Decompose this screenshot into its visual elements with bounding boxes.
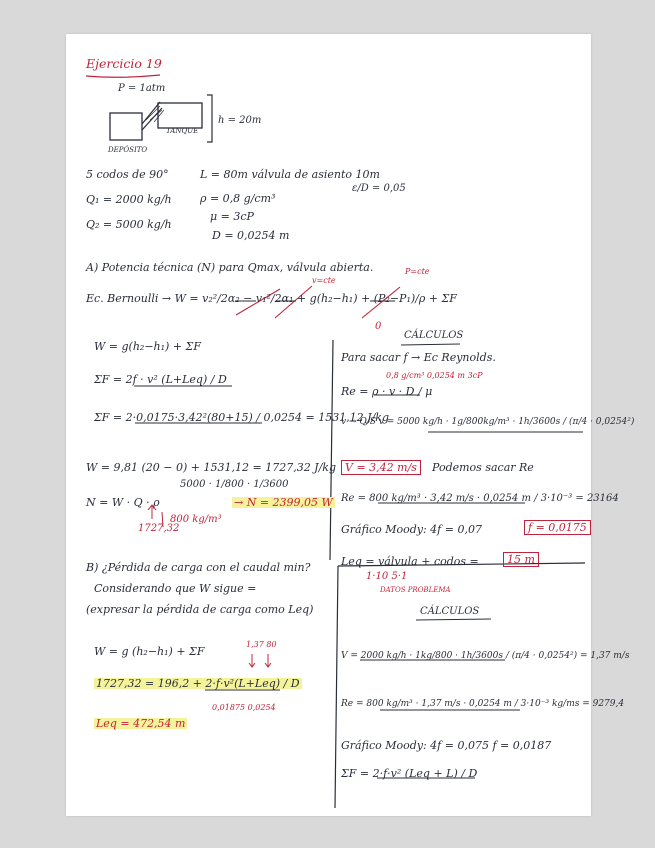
flow-conversion: 5000 · 1/800 · 1/3600 — [180, 479, 289, 490]
data-length: L = 80m válvula de asiento 10m — [200, 168, 380, 181]
reynolds-calc-a: Re = 800 kg/m³ · 3,42 m/s · 0,0254 m / 3·10⁻³ = 23164 — [341, 493, 619, 504]
data-diameter: D = 0,0254 m — [212, 229, 290, 242]
diagram-height: h = 20m — [218, 115, 262, 126]
sf-formula: ΣF = 2f · v² (L+Leq) / D — [94, 373, 227, 386]
p-const-note: P=cte — [405, 267, 430, 276]
velocity-note: Podemos sacar Re — [432, 461, 534, 474]
sf-formula-b: ΣF = 2·f·v² (Leq + L) / D — [341, 767, 478, 780]
w-calculation: W = 9,81 (20 − 0) + 1531,12 = 1727,32 J/kg — [86, 461, 337, 474]
reynolds-units: 0,8 g/cm³ 0,0254 m 3cP — [386, 371, 483, 380]
velocity-calc-b: V = 2000 kg/h · 1kg/800 · 1h/3600s / (π/4 · 0,0254²) = 1,37 m/s — [341, 651, 630, 661]
data-viscosity: μ = 3cP — [210, 210, 254, 223]
leq-result-b: Leq = 472,54 m — [96, 717, 186, 730]
part-b-heading: B) ¿Pérdida de carga con el caudal min? — [86, 561, 311, 574]
velocity-formula-a: v → Q/S v = 5000 kg/h · 1g/800kg/m³ · 1h/3600s / (π/4 · 0,0254²) — [341, 417, 635, 427]
leq-equation: Leq = válvula + codos = — [341, 555, 479, 568]
annotation-bottom: 0,01875 0,0254 — [212, 703, 276, 712]
moody-a: Gráfico Moody: 4f = 0,07 — [341, 523, 482, 536]
leq-result-a: 15 m — [503, 552, 539, 567]
part-a-heading: A) Potencia técnica (N) para Qmax, válvula abierta. — [86, 261, 374, 274]
friction-result-a: f = 0,0175 — [524, 520, 591, 535]
sf-calculation: ΣF = 2·0,0175·3,42²(80+15) / 0,0254 = 1531,12 J/kg — [94, 411, 390, 424]
diagram-reservoir-label: DEPÓSITO — [108, 146, 148, 154]
data-elbows: 5 codos de 90° — [86, 168, 169, 181]
reynolds-formula: Re = ρ · v · D / μ — [341, 385, 433, 398]
annotation-top: 1,37 80 — [246, 640, 277, 649]
velocity-result-a: V = 3,42 m/s — [341, 460, 421, 475]
calc-heading-a: CÁLCULOS — [404, 330, 464, 341]
n-formula: N = W · Q · ρ — [86, 496, 160, 509]
calc-reynolds-intro: Para sacar f → Ec Reynolds. — [341, 351, 496, 364]
calc-heading-b: CÁLCULOS — [420, 606, 480, 617]
density-value-note: 800 kg/m³ — [170, 514, 222, 525]
substituted-equation: 1727,32 = 196,2 + 2·f·v²(L+Leq) / D — [96, 677, 300, 690]
zero-note: 0 — [375, 321, 382, 332]
bernoulli-equation: Ec. Bernoulli → W = v₂²/2α₂ − v₁²/2α₁ + g(h₂−h₁) + (P₂−P₁)/ρ + ΣF — [86, 292, 457, 305]
data-q1: Q₁ = 2000 kg/h — [86, 193, 172, 206]
diagram-tank-label: TANQUE — [166, 127, 199, 135]
reynolds-calc-b: Re = 800 kg/m³ · 1,37 m/s · 0,0254 m / 3·10⁻³ kg/ms = 9279,4 — [341, 699, 625, 709]
w-equation: W = g(h₂−h₁) + ΣF — [94, 340, 201, 353]
power-result: → N = 2399,05 W — [234, 496, 333, 509]
part-b-line2: Considerando que W sigue = — [94, 582, 257, 595]
v-const-note: v=cte — [312, 276, 336, 285]
data-q2: Q₂ = 5000 kg/h — [86, 218, 172, 231]
leq-data-note: DATOS PROBLEMA — [380, 586, 451, 594]
moody-b: Gráfico Moody: 4f = 0,075 f = 0,0187 — [341, 739, 552, 752]
part-b-line3: (expresar la pérdida de carga como Leq) — [86, 603, 314, 616]
diagram-pressure: P = 1atm — [118, 83, 166, 94]
w-value-note: 1727,32 — [138, 523, 180, 534]
w-equation-b: W = g (h₂−h₁) + ΣF — [94, 645, 205, 658]
data-density: ρ = 0,8 g/cm³ — [200, 192, 276, 205]
leq-values: 1·10 5·1 — [366, 571, 408, 582]
data-roughness: ε/D = 0,05 — [352, 183, 406, 194]
exercise-title: Ejercicio 19 — [86, 56, 162, 71]
